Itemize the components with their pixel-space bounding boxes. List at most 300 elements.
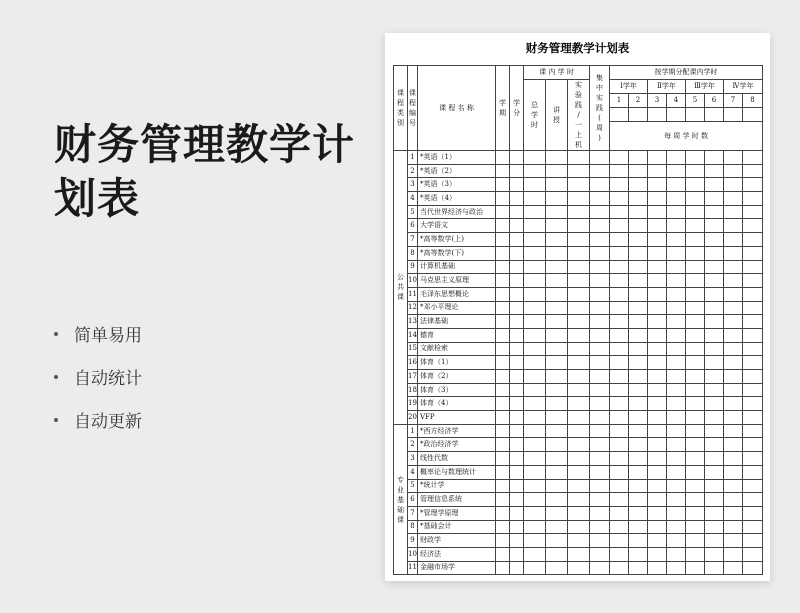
data-cell[interactable] — [568, 219, 590, 233]
data-cell[interactable] — [743, 328, 763, 342]
data-cell[interactable] — [590, 356, 610, 370]
data-cell[interactable] — [629, 424, 648, 438]
data-cell[interactable] — [546, 370, 568, 384]
data-cell[interactable] — [667, 287, 686, 301]
data-cell[interactable] — [546, 287, 568, 301]
data-cell[interactable] — [743, 178, 763, 192]
data-cell[interactable] — [610, 356, 629, 370]
data-cell[interactable] — [568, 520, 590, 534]
data-cell[interactable] — [667, 452, 686, 466]
data-cell[interactable] — [510, 479, 524, 493]
data-cell[interactable] — [648, 506, 667, 520]
data-cell[interactable] — [590, 547, 610, 561]
data-cell[interactable] — [610, 205, 629, 219]
data-cell[interactable] — [568, 561, 590, 575]
data-cell[interactable] — [743, 424, 763, 438]
data-cell[interactable] — [496, 370, 510, 384]
data-cell[interactable] — [705, 452, 724, 466]
data-cell[interactable] — [667, 370, 686, 384]
data-cell[interactable] — [524, 260, 546, 274]
data-cell[interactable] — [610, 151, 629, 165]
data-cell[interactable] — [705, 520, 724, 534]
data-cell[interactable] — [724, 479, 743, 493]
data-cell[interactable] — [610, 424, 629, 438]
data-cell[interactable] — [496, 246, 510, 260]
data-cell[interactable] — [590, 287, 610, 301]
data-cell[interactable] — [610, 506, 629, 520]
data-cell[interactable] — [629, 164, 648, 178]
data-cell[interactable] — [648, 424, 667, 438]
data-cell[interactable] — [705, 465, 724, 479]
data-cell[interactable] — [724, 151, 743, 165]
data-cell[interactable] — [524, 534, 546, 548]
data-cell[interactable] — [686, 520, 705, 534]
data-cell[interactable] — [568, 506, 590, 520]
data-cell[interactable] — [590, 342, 610, 356]
data-cell[interactable] — [705, 164, 724, 178]
data-cell[interactable] — [510, 151, 524, 165]
data-cell[interactable] — [610, 342, 629, 356]
data-cell[interactable] — [705, 151, 724, 165]
data-cell[interactable] — [568, 192, 590, 206]
data-cell[interactable] — [648, 561, 667, 575]
data-cell[interactable] — [648, 274, 667, 288]
data-cell[interactable] — [546, 479, 568, 493]
data-cell[interactable] — [610, 438, 629, 452]
data-cell[interactable] — [743, 246, 763, 260]
data-cell[interactable] — [705, 301, 724, 315]
data-cell[interactable] — [590, 397, 610, 411]
data-cell[interactable] — [705, 192, 724, 206]
data-cell[interactable] — [496, 411, 510, 425]
data-cell[interactable] — [629, 274, 648, 288]
data-cell[interactable] — [724, 493, 743, 507]
data-cell[interactable] — [546, 534, 568, 548]
data-cell[interactable] — [568, 164, 590, 178]
data-cell[interactable] — [546, 547, 568, 561]
data-cell[interactable] — [610, 315, 629, 329]
data-cell[interactable] — [686, 356, 705, 370]
data-cell[interactable] — [743, 219, 763, 233]
data-cell[interactable] — [546, 219, 568, 233]
data-cell[interactable] — [686, 192, 705, 206]
data-cell[interactable] — [743, 534, 763, 548]
data-cell[interactable] — [667, 178, 686, 192]
data-cell[interactable] — [667, 465, 686, 479]
data-cell[interactable] — [610, 301, 629, 315]
data-cell[interactable] — [629, 561, 648, 575]
data-cell[interactable] — [724, 438, 743, 452]
data-cell[interactable] — [546, 205, 568, 219]
data-cell[interactable] — [568, 301, 590, 315]
data-cell[interactable] — [610, 233, 629, 247]
data-cell[interactable] — [568, 205, 590, 219]
data-cell[interactable] — [568, 493, 590, 507]
data-cell[interactable] — [724, 561, 743, 575]
data-cell[interactable] — [568, 383, 590, 397]
data-cell[interactable] — [743, 342, 763, 356]
data-cell[interactable] — [610, 178, 629, 192]
data-cell[interactable] — [568, 287, 590, 301]
data-cell[interactable] — [686, 205, 705, 219]
data-cell[interactable] — [590, 452, 610, 466]
data-cell[interactable] — [743, 383, 763, 397]
data-cell[interactable] — [705, 397, 724, 411]
data-cell[interactable] — [686, 411, 705, 425]
data-cell[interactable] — [568, 246, 590, 260]
data-cell[interactable] — [648, 260, 667, 274]
data-cell[interactable] — [667, 301, 686, 315]
data-cell[interactable] — [686, 397, 705, 411]
data-cell[interactable] — [667, 219, 686, 233]
data-cell[interactable] — [510, 438, 524, 452]
data-cell[interactable] — [510, 356, 524, 370]
data-cell[interactable] — [510, 164, 524, 178]
data-cell[interactable] — [568, 465, 590, 479]
data-cell[interactable] — [496, 547, 510, 561]
data-cell[interactable] — [568, 342, 590, 356]
data-cell[interactable] — [629, 479, 648, 493]
data-cell[interactable] — [546, 233, 568, 247]
data-cell[interactable] — [568, 233, 590, 247]
data-cell[interactable] — [629, 397, 648, 411]
data-cell[interactable] — [686, 233, 705, 247]
data-cell[interactable] — [743, 493, 763, 507]
data-cell[interactable] — [496, 561, 510, 575]
data-cell[interactable] — [667, 164, 686, 178]
data-cell[interactable] — [510, 561, 524, 575]
data-cell[interactable] — [686, 506, 705, 520]
data-cell[interactable] — [629, 465, 648, 479]
data-cell[interactable] — [667, 315, 686, 329]
data-cell[interactable] — [629, 342, 648, 356]
data-cell[interactable] — [590, 370, 610, 384]
data-cell[interactable] — [568, 274, 590, 288]
data-cell[interactable] — [629, 411, 648, 425]
data-cell[interactable] — [568, 260, 590, 274]
data-cell[interactable] — [546, 411, 568, 425]
data-cell[interactable] — [496, 452, 510, 466]
data-cell[interactable] — [667, 520, 686, 534]
data-cell[interactable] — [546, 520, 568, 534]
data-cell[interactable] — [743, 479, 763, 493]
data-cell[interactable] — [686, 301, 705, 315]
data-cell[interactable] — [590, 192, 610, 206]
data-cell[interactable] — [743, 465, 763, 479]
data-cell[interactable] — [496, 287, 510, 301]
data-cell[interactable] — [610, 287, 629, 301]
data-cell[interactable] — [610, 411, 629, 425]
data-cell[interactable] — [629, 246, 648, 260]
data-cell[interactable] — [686, 424, 705, 438]
data-cell[interactable] — [610, 370, 629, 384]
data-cell[interactable] — [705, 342, 724, 356]
data-cell[interactable] — [496, 479, 510, 493]
data-cell[interactable] — [546, 301, 568, 315]
data-cell[interactable] — [686, 547, 705, 561]
data-cell[interactable] — [724, 547, 743, 561]
data-cell[interactable] — [705, 424, 724, 438]
data-cell[interactable] — [724, 397, 743, 411]
data-cell[interactable] — [705, 370, 724, 384]
data-cell[interactable] — [524, 424, 546, 438]
data-cell[interactable] — [648, 383, 667, 397]
data-cell[interactable] — [590, 493, 610, 507]
data-cell[interactable] — [610, 260, 629, 274]
data-cell[interactable] — [724, 164, 743, 178]
data-cell[interactable] — [568, 315, 590, 329]
data-cell[interactable] — [724, 342, 743, 356]
data-cell[interactable] — [648, 151, 667, 165]
data-cell[interactable] — [496, 219, 510, 233]
data-cell[interactable] — [524, 328, 546, 342]
data-cell[interactable] — [724, 424, 743, 438]
data-cell[interactable] — [524, 164, 546, 178]
data-cell[interactable] — [724, 506, 743, 520]
data-cell[interactable] — [590, 438, 610, 452]
data-cell[interactable] — [686, 151, 705, 165]
data-cell[interactable] — [743, 260, 763, 274]
data-cell[interactable] — [667, 383, 686, 397]
data-cell[interactable] — [610, 164, 629, 178]
data-cell[interactable] — [510, 452, 524, 466]
data-cell[interactable] — [546, 438, 568, 452]
data-cell[interactable] — [568, 356, 590, 370]
data-cell[interactable] — [686, 246, 705, 260]
data-cell[interactable] — [667, 479, 686, 493]
data-cell[interactable] — [629, 547, 648, 561]
data-cell[interactable] — [648, 328, 667, 342]
data-cell[interactable] — [524, 479, 546, 493]
data-cell[interactable] — [629, 356, 648, 370]
data-cell[interactable] — [686, 219, 705, 233]
data-cell[interactable] — [510, 287, 524, 301]
data-cell[interactable] — [705, 493, 724, 507]
data-cell[interactable] — [667, 205, 686, 219]
data-cell[interactable] — [629, 383, 648, 397]
data-cell[interactable] — [743, 274, 763, 288]
data-cell[interactable] — [648, 246, 667, 260]
data-cell[interactable] — [667, 151, 686, 165]
data-cell[interactable] — [629, 151, 648, 165]
data-cell[interactable] — [743, 452, 763, 466]
data-cell[interactable] — [610, 561, 629, 575]
data-cell[interactable] — [648, 192, 667, 206]
data-cell[interactable] — [705, 547, 724, 561]
data-cell[interactable] — [568, 547, 590, 561]
data-cell[interactable] — [724, 411, 743, 425]
data-cell[interactable] — [724, 205, 743, 219]
data-cell[interactable] — [610, 493, 629, 507]
data-cell[interactable] — [510, 534, 524, 548]
data-cell[interactable] — [686, 561, 705, 575]
data-cell[interactable] — [648, 534, 667, 548]
data-cell[interactable] — [524, 246, 546, 260]
data-cell[interactable] — [667, 342, 686, 356]
data-cell[interactable] — [724, 178, 743, 192]
data-cell[interactable] — [743, 192, 763, 206]
data-cell[interactable] — [568, 479, 590, 493]
data-cell[interactable] — [724, 520, 743, 534]
data-cell[interactable] — [496, 534, 510, 548]
data-cell[interactable] — [510, 383, 524, 397]
data-cell[interactable] — [648, 205, 667, 219]
data-cell[interactable] — [724, 274, 743, 288]
data-cell[interactable] — [667, 493, 686, 507]
data-cell[interactable] — [568, 178, 590, 192]
data-cell[interactable] — [546, 151, 568, 165]
data-cell[interactable] — [510, 465, 524, 479]
data-cell[interactable] — [524, 370, 546, 384]
data-cell[interactable] — [510, 342, 524, 356]
data-cell[interactable] — [590, 506, 610, 520]
data-cell[interactable] — [686, 342, 705, 356]
data-cell[interactable] — [667, 356, 686, 370]
data-cell[interactable] — [705, 219, 724, 233]
data-cell[interactable] — [705, 411, 724, 425]
data-cell[interactable] — [667, 233, 686, 247]
data-cell[interactable] — [590, 383, 610, 397]
data-cell[interactable] — [524, 397, 546, 411]
data-cell[interactable] — [667, 397, 686, 411]
data-cell[interactable] — [648, 342, 667, 356]
data-cell[interactable] — [648, 219, 667, 233]
data-cell[interactable] — [724, 233, 743, 247]
data-cell[interactable] — [496, 383, 510, 397]
data-cell[interactable] — [648, 547, 667, 561]
data-cell[interactable] — [590, 246, 610, 260]
data-cell[interactable] — [590, 274, 610, 288]
data-cell[interactable] — [590, 561, 610, 575]
data-cell[interactable] — [590, 205, 610, 219]
data-cell[interactable] — [546, 424, 568, 438]
data-cell[interactable] — [568, 438, 590, 452]
data-cell[interactable] — [524, 411, 546, 425]
data-cell[interactable] — [667, 274, 686, 288]
data-cell[interactable] — [546, 342, 568, 356]
data-cell[interactable] — [546, 493, 568, 507]
data-cell[interactable] — [724, 219, 743, 233]
data-cell[interactable] — [724, 356, 743, 370]
data-cell[interactable] — [743, 205, 763, 219]
data-cell[interactable] — [524, 178, 546, 192]
data-cell[interactable] — [590, 479, 610, 493]
data-cell[interactable] — [686, 315, 705, 329]
data-cell[interactable] — [629, 205, 648, 219]
data-cell[interactable] — [524, 342, 546, 356]
data-cell[interactable] — [590, 424, 610, 438]
data-cell[interactable] — [743, 301, 763, 315]
data-cell[interactable] — [510, 178, 524, 192]
data-cell[interactable] — [496, 520, 510, 534]
data-cell[interactable] — [496, 178, 510, 192]
data-cell[interactable] — [496, 164, 510, 178]
data-cell[interactable] — [724, 287, 743, 301]
data-cell[interactable] — [743, 411, 763, 425]
data-cell[interactable] — [629, 178, 648, 192]
data-cell[interactable] — [510, 493, 524, 507]
data-cell[interactable] — [705, 383, 724, 397]
data-cell[interactable] — [724, 260, 743, 274]
data-cell[interactable] — [546, 315, 568, 329]
data-cell[interactable] — [743, 547, 763, 561]
data-cell[interactable] — [667, 328, 686, 342]
data-cell[interactable] — [510, 520, 524, 534]
data-cell[interactable] — [743, 520, 763, 534]
data-cell[interactable] — [568, 534, 590, 548]
data-cell[interactable] — [686, 479, 705, 493]
data-cell[interactable] — [610, 274, 629, 288]
data-cell[interactable] — [510, 205, 524, 219]
data-cell[interactable] — [648, 233, 667, 247]
data-cell[interactable] — [667, 246, 686, 260]
data-cell[interactable] — [705, 561, 724, 575]
data-cell[interactable] — [743, 233, 763, 247]
data-cell[interactable] — [743, 287, 763, 301]
data-cell[interactable] — [524, 219, 546, 233]
data-cell[interactable] — [705, 315, 724, 329]
data-cell[interactable] — [686, 274, 705, 288]
data-cell[interactable] — [510, 315, 524, 329]
data-cell[interactable] — [590, 301, 610, 315]
data-cell[interactable] — [724, 315, 743, 329]
data-cell[interactable] — [524, 452, 546, 466]
data-cell[interactable] — [724, 465, 743, 479]
data-cell[interactable] — [705, 246, 724, 260]
data-cell[interactable] — [510, 246, 524, 260]
data-cell[interactable] — [524, 547, 546, 561]
data-cell[interactable] — [546, 246, 568, 260]
data-cell[interactable] — [705, 534, 724, 548]
data-cell[interactable] — [510, 274, 524, 288]
data-cell[interactable] — [629, 301, 648, 315]
data-cell[interactable] — [524, 205, 546, 219]
data-cell[interactable] — [546, 178, 568, 192]
data-cell[interactable] — [667, 438, 686, 452]
data-cell[interactable] — [568, 328, 590, 342]
data-cell[interactable] — [743, 164, 763, 178]
data-cell[interactable] — [510, 547, 524, 561]
data-cell[interactable] — [496, 274, 510, 288]
data-cell[interactable] — [510, 219, 524, 233]
data-cell[interactable] — [610, 192, 629, 206]
data-cell[interactable] — [568, 151, 590, 165]
data-cell[interactable] — [743, 370, 763, 384]
data-cell[interactable] — [724, 328, 743, 342]
data-cell[interactable] — [667, 424, 686, 438]
data-cell[interactable] — [705, 479, 724, 493]
data-cell[interactable] — [686, 370, 705, 384]
data-cell[interactable] — [610, 520, 629, 534]
data-cell[interactable] — [686, 438, 705, 452]
data-cell[interactable] — [610, 383, 629, 397]
data-cell[interactable] — [510, 260, 524, 274]
data-cell[interactable] — [610, 246, 629, 260]
data-cell[interactable] — [496, 192, 510, 206]
data-cell[interactable] — [705, 260, 724, 274]
data-cell[interactable] — [743, 356, 763, 370]
data-cell[interactable] — [510, 411, 524, 425]
data-cell[interactable] — [546, 356, 568, 370]
data-cell[interactable] — [524, 506, 546, 520]
data-cell[interactable] — [568, 370, 590, 384]
data-cell[interactable] — [524, 465, 546, 479]
data-cell[interactable] — [648, 164, 667, 178]
data-cell[interactable] — [705, 233, 724, 247]
data-cell[interactable] — [524, 438, 546, 452]
data-cell[interactable] — [705, 438, 724, 452]
data-cell[interactable] — [667, 506, 686, 520]
